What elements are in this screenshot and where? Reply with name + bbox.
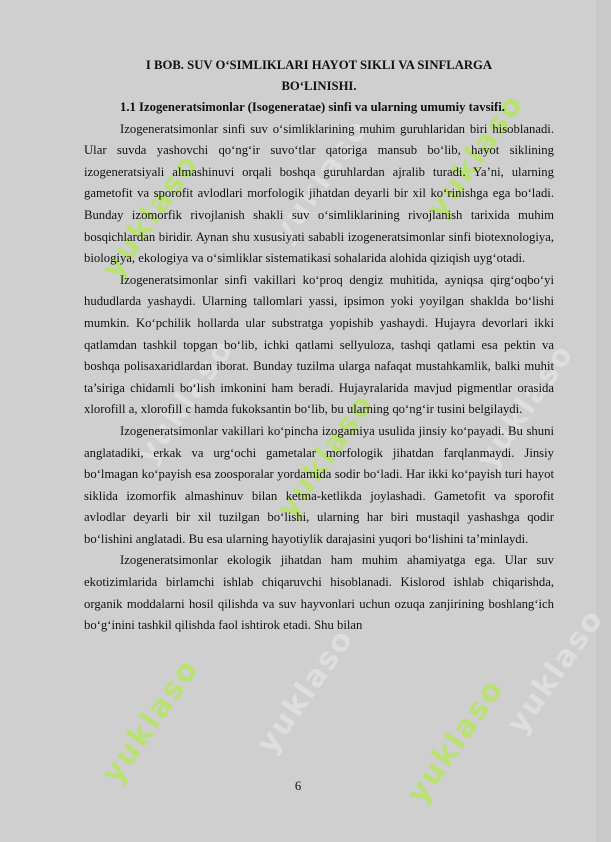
watermark-logo: yuklaso bbox=[270, 387, 382, 526]
watermark-logo: yuklaso bbox=[250, 622, 362, 761]
watermark-logo: yuklaso bbox=[95, 652, 207, 791]
page-number: 6 bbox=[294, 779, 302, 793]
document-body bbox=[84, 55, 554, 637]
watermark-logo: yuklaso bbox=[420, 87, 532, 226]
watermark-logo: yuklaso bbox=[95, 147, 207, 286]
paragraph: Izogeneratsimonlar sinfi suv o‘simliklarining muhim guruhlaridan biri hisoblanadi. Ular suvda yashovchi qo‘ng‘ir suvo‘tlar qatoriga mansub bo‘lib, hayot siklining izogeneratsiyali almashinuvi orqali boshqa guruhlardan ajralib turadi. Ya’ni, ularning gametofit va sporofit avlodlari morfologik jihatdan deyarli bir xil ko‘rinishga ega bo‘ladi. Bunday izomorfik rivojlanish shakli suv o‘simliklarining rivojlanish tarixida muhim bosqichlardan biridir. Aynan shu xususiyati sababli izogeneratsimonlar sinfi biotexnologiya, biologiya, ekologiya va o‘simliklar sistematikasi sohalarida alohida qiziqish uyg‘otadi. bbox=[84, 121, 554, 266]
watermark-logo: yuklaso bbox=[400, 672, 512, 811]
watermark-logo: yuklaso bbox=[470, 337, 582, 476]
watermark-logo: yuklaso bbox=[265, 112, 377, 251]
paragraph: Izogeneratsimonlar ekologik jihatdan ham muhim ahamiyatga ega. Ular suv ekotizimlarida birlamchi ishlab chiqaruvchi hisoblanadi. Kislorod ishlab chiqarishda, organik moddalarni hosil qilishda va suv hayvonlari uchun ozuqa zanjirining boshlang‘ich bo‘g‘inini tashkil qilishda faol ishtirok etadi. Shu bilan bbox=[84, 553, 554, 633]
paragraph: Izogeneratsimonlar sinfi vakillari ko‘proq dengiz muhitida, ayniqsa qirg‘oqbo‘yi hududlarda yashaydi. Ularning tallomlari yassi, ipsimon yoki yoyilgan shaklda bo‘lishi mumkin. Ko‘pchilik hollarda ular substratga yopishib yashaydi. Hujayra devorlari ikki qatlamdan tashkil topgan bo‘lib, ichki qatlami sellyuloza, tashqi qatlami esa pektin va boshqa polisaxaridlardan iborat. Bunday tuzilma ularga nafaqat mustahkamlik, balki muhit ta’siriga chidamli bo‘lish imkonini ham beradi. Hujayralarida mavjud pigmentlar orasida xlorofill a, xlorofill c hamda fukoksantin bo‘lib, bu ularning qo‘ng‘ir tusini belgilaydi. bbox=[84, 272, 554, 417]
chapter-title: I BOB. SUV O‘SIMLIKLARI HAYOT SIKLI VA SINFLARGA BO‘LINISHI. bbox=[145, 58, 493, 93]
watermark-logo: yuklaso bbox=[130, 332, 242, 471]
section-title: 1.1 Izogeneratsimonlar (Isogeneratae) sinfi va ularning umumiy tavsifi. bbox=[120, 100, 505, 114]
paragraph: Izogeneratsimonlar vakillari ko‘pincha izogamiya usulida jinsiy ko‘payadi. Bu shuni anglatadiki, erkak va urg‘ochi gametalar morfologik jihatdan farqlanmaydi. Jinsiy bo‘lmagan ko‘payish esa zoosporalar yordamida sodir bo‘ladi. Har ikki ko‘payish turi hayot siklida izomorfik almashinuv bilan ketma-ketlikda joylashadi. Gametofit va sporofit avlodlar deyarli bir xil tuzilgan bo‘lishi, ularning har biri mustaqil yashashga qodir bo‘lishini anglatadi. Bu esa ularning hayotiylik darajasini yuqori bo‘lishini ta’minlaydi. bbox=[84, 423, 554, 546]
watermark-logo: yuklaso bbox=[500, 602, 611, 741]
